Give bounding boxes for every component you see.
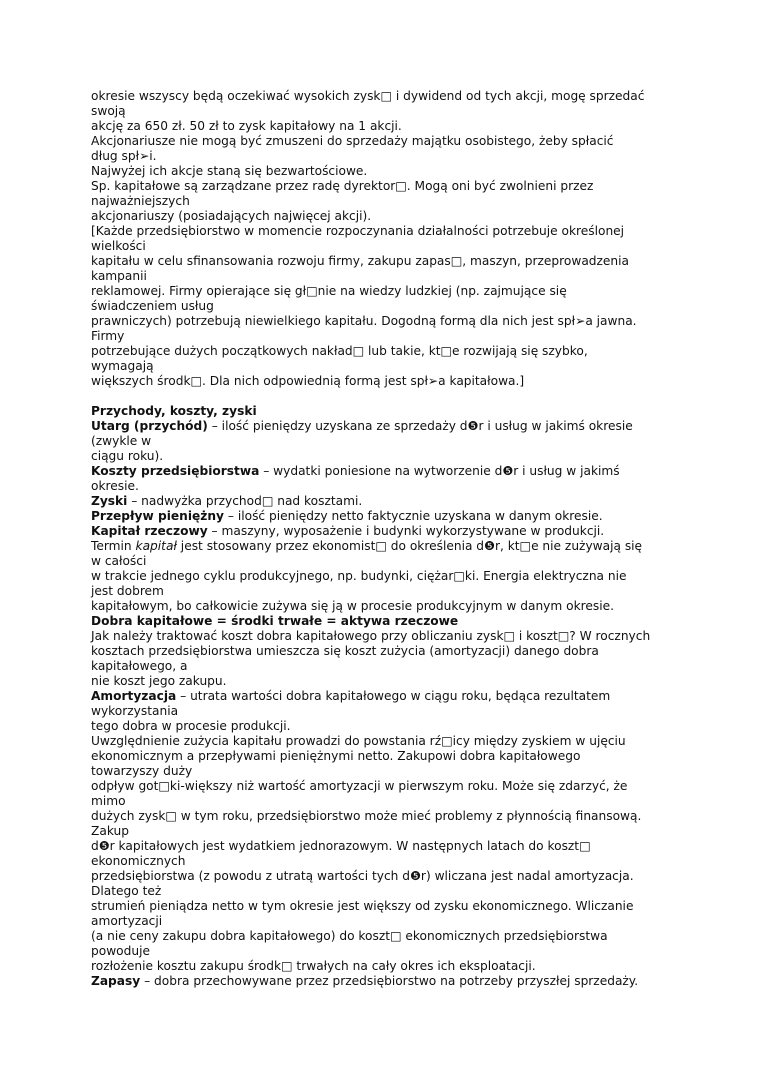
- term: Zyski: [91, 494, 128, 508]
- text-line: towarzyszy duży: [91, 764, 193, 778]
- definition-text: – maszyny, wyposażenie i budynki wykorzystywane w produkcji.: [207, 524, 605, 538]
- text-line: wielkości: [91, 239, 146, 253]
- subheading-dobra-kapitalowe: Dobra kapitałowe = środki trwałe = aktywa rzeczowe: [91, 614, 459, 628]
- text-line: kampanii: [91, 269, 147, 283]
- text-line: kapitału w celu sfinansowania rozwoju firmy, zakupu zapas□, maszyn, przeprowadzenia: [91, 254, 630, 268]
- termin-line: [91, 539, 671, 554]
- text-line: [Każde przedsiębiorstwo w momencie rozpoczynania działalności potrzebuje określonej: [91, 224, 625, 238]
- term: Zapasy: [91, 974, 141, 988]
- text-line: Zakup: [91, 824, 129, 838]
- text-line: powoduje: [91, 944, 150, 958]
- definition-text: – dobra przechowywane przez przedsiębiorstwo na potrzeby przyszłej sprzedaży.: [140, 974, 639, 988]
- term: Koszty przedsiębiorstwa: [91, 464, 260, 478]
- text-line: przedsiębiorstwa (z powodu z utratą wartości tych d❺r) wliczana jest nadal amortyzacja.: [91, 869, 634, 883]
- text-line: ekonomicznych: [91, 854, 186, 868]
- text-line: w trakcie jednego cyklu produkcyjnego, np. budynki, ciężar□ki. Energia elektryczna nie: [91, 569, 627, 583]
- text-line: wymagają: [91, 359, 154, 373]
- text-line: Sp. kapitałowe są zarządzane przez radę dyrektor□. Mogą oni być zwolnieni przez: [91, 179, 594, 193]
- definition-text: – ilość pieniędzy netto faktycznie uzyskana w danym okresie.: [224, 509, 603, 523]
- text-line: odpływ got□ki-większy niż wartość amortyzacji w pierwszym roku. Może się zdarzyć, że: [91, 779, 628, 793]
- definition-kapital: [91, 524, 671, 539]
- definition-koszty: [91, 464, 671, 479]
- text-line: Najwyżej ich akcje staną się bezwartościowe.: [91, 164, 368, 178]
- text-line: wykorzystania: [91, 704, 179, 718]
- text-line: prawniczych) potrzebują niewielkiego kapitału. Dogodną formą dla nich jest spł➢a jawna.: [91, 314, 637, 328]
- text-line: reklamowej. Firmy opierające się gł□nie na wiedzy ludzkiej (np. zajmujące się: [91, 284, 567, 298]
- text-line: amortyzacji: [91, 914, 163, 928]
- definition-zyski: [91, 494, 671, 509]
- text-line: d❺r kapitałowych jest wydatkiem jednorazowym. W następnych latach do koszt□: [91, 839, 591, 853]
- text-line: (zwykle w: [91, 434, 152, 448]
- text-line: strumień pieniądza netto w tym okresie jest większy od zysku ekonomicznego. Wliczanie: [91, 899, 634, 913]
- text-line: dużych zysk□ w tym roku, przedsiębiorstwo może mieć problemy z płynnością finansową.: [91, 809, 642, 823]
- term: Amortyzacja: [91, 689, 177, 703]
- text-line: w całości: [91, 554, 147, 568]
- text-line: tego dobra w procesie produkcji.: [91, 719, 291, 733]
- term: Utarg (przychód): [91, 419, 208, 433]
- definition-text: – ilość pieniędzy uzyskana ze sprzedaży d❺r i usług w jakimś okresie: [207, 419, 633, 433]
- text-line: dług spł➢i.: [91, 149, 157, 163]
- text-line: akcjonariuszy (posiadających najwięcej akcji).: [91, 209, 372, 223]
- definition-przeplyw: [91, 509, 671, 524]
- text-line: Uwzględnienie zużycia kapitału prowadzi do powstania rź□icy między zyskiem w ujęciu: [91, 734, 626, 748]
- text-line: ekonomicznym a przepływami pieniężnymi netto. Zakupowi dobra kapitałowego: [91, 749, 581, 763]
- text-line: mimo: [91, 794, 126, 808]
- text-line: nie koszt jego zakupu.: [91, 674, 227, 688]
- term: Przepływ pieniężny: [91, 509, 224, 523]
- text-run: Termin: [91, 539, 136, 553]
- term: Kapitał rzeczowy: [91, 524, 208, 538]
- definition-text: – utrata wartości dobra kapitałowego w ciągu roku, będąca rezultatem: [176, 689, 611, 703]
- text-line: swoją: [91, 104, 126, 118]
- text-line: kapitałowym, bo całkowicie zużywa się ją w procesie produkcyjnym w danym okresie.: [91, 599, 614, 613]
- text-line: potrzebujące dużych początkowych nakład□ lub takie, kt□e rozwijają się szybko,: [91, 344, 588, 358]
- text-line: kosztach przedsiębiorstwa umieszcza się koszt zużycia (amortyzacji) danego dobra: [91, 644, 599, 658]
- text-line: akcję za 650 zł. 50 zł to zysk kapitałowy na 1 akcji.: [91, 119, 402, 133]
- definition-text: – nadwyżka przychod□ nad kosztami.: [127, 494, 363, 508]
- text-line: większych środk□. Dla nich odpowiednią formą jest spł➢a kapitałowa.]: [91, 374, 525, 388]
- text-line: jest dobrem: [91, 584, 164, 598]
- text-line: świadczeniem usług: [91, 299, 214, 313]
- text-line: (a nie ceny zakupu dobra kapitałowego) do koszt□ ekonomicznych przedsiębiorstwa: [91, 929, 608, 943]
- definition-zapasy: [91, 974, 671, 989]
- text-line: najważniejszych: [91, 194, 190, 208]
- text-line: Dlatego też: [91, 884, 162, 898]
- text-line: Firmy: [91, 329, 125, 343]
- text-run: jest stosowany przez ekonomist□ do określenia d❺r, kt□e nie zużywają się: [176, 539, 643, 553]
- text-line: ciągu roku).: [91, 449, 164, 463]
- text-line: okresie wszyscy będą oczekiwać wysokich zysk□ i dywidend od tych akcji, mogę sprzedać: [91, 89, 645, 103]
- text-line: Akcjonariusze nie mogą być zmuszeni do sprzedaży majątku osobistego, żeby spłacić: [91, 134, 614, 148]
- definition-text: – wydatki poniesione na wytworzenie d❺r i usług w jakimś: [259, 464, 620, 478]
- document-page: [91, 89, 671, 989]
- text-line: okresie.: [91, 479, 139, 493]
- italic-term: kapitał: [135, 539, 177, 553]
- section-heading: Przychody, koszty, zyski: [91, 404, 257, 418]
- text-line: kapitałowego, a: [91, 659, 188, 673]
- definition-amortyzacja: [91, 689, 671, 704]
- text-line: Jak należy traktować koszt dobra kapitałowego przy obliczaniu zysk□ i koszt□? W rocznych: [91, 629, 651, 643]
- text-line: rozłożenie kosztu zakupu środk□ trwałych na cały okres ich eksploatacji.: [91, 959, 536, 973]
- blank-line: [91, 389, 671, 404]
- definition-utarg: [91, 419, 671, 434]
